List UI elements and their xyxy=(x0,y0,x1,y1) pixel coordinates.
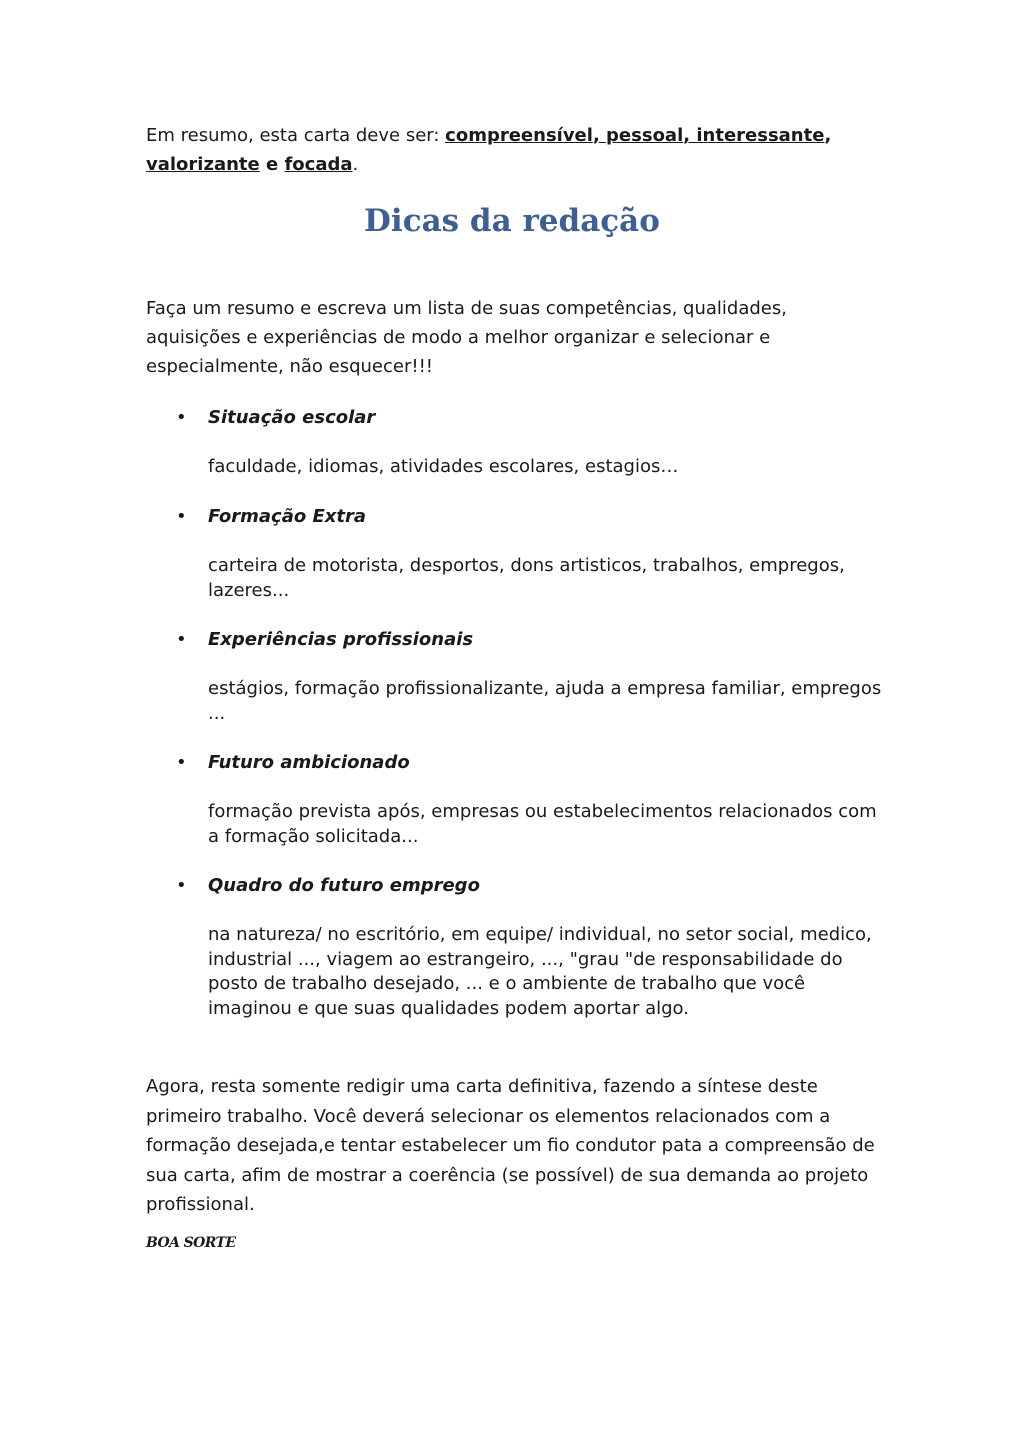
item-desc-quadro-futuro-emprego: na natureza/ no escritório, em equipe/ individual, no setor social, medico, industrial ..., viagem ao estrangeiro, ..., "grau "de responsabilidade do posto de trabalho desejado, ... e o ambiente de trabalho que você imaginou e que suas qualidades podem aportar algo. xyxy=(208,924,872,1019)
intro-conjunction: e xyxy=(259,154,285,175)
item-desc-experiencias-profissionais: estágios, formação profissionalizante, ajuda a empresa familiar, empregos ... xyxy=(208,678,882,724)
paragraph-conclusion: Agora, resta somente redigir uma carta definitiva, fazendo a síntese deste primeiro trabalho. Você deverá selecionar os elementos relacionados com a formação desejada,e tentar estabelecer um fio condutor pata a compreensão de sua carta, afim de mostrar a coerência (se possível) de sua demanda ao projeto profissional. xyxy=(146,1076,875,1215)
bullet-4: • xyxy=(176,752,187,773)
closing-signoff: BOA SORTE xyxy=(146,1235,236,1251)
item-desc-futuro-ambicionado: formação prevista após, empresas ou estabelecimentos relacionados com a formação solicitada... xyxy=(208,801,877,847)
item-desc-situacao-escolar: faculdade, idiomas, atividades escolares, estagios… xyxy=(208,456,679,477)
bullet-2: • xyxy=(176,506,187,527)
intro-period: . xyxy=(352,154,359,175)
item-title-situacao-escolar: Situação escolar xyxy=(208,407,376,428)
intro-word-pessoal: , pessoal xyxy=(592,125,684,146)
intro-prefix: Em resumo, esta carta deve ser: xyxy=(146,125,446,146)
intro-comma: , xyxy=(824,125,832,146)
page-title: Dicas da redação xyxy=(364,203,660,239)
item-title-formacao-extra: Formação Extra xyxy=(208,506,367,527)
bullet-1: • xyxy=(176,407,187,428)
item-title-futuro-ambicionado: Futuro ambicionado xyxy=(208,752,410,773)
paragraph-intro-list: Faça um resumo e escreva um lista de suas competências, qualidades, aquisições e experiências de modo a melhor organizar e selecionar e especialmente, não esquecer!!! xyxy=(146,298,787,377)
intro-word-focada: focada xyxy=(284,154,353,175)
bullet-5: • xyxy=(176,875,187,896)
bullet-3: • xyxy=(176,629,187,650)
item-title-experiencias-profissionais: Experiências profissionais xyxy=(208,629,474,650)
item-desc-formacao-extra: carteira de motorista, desportos, dons artisticos, trabalhos, empregos, lazeres... xyxy=(208,555,845,601)
intro-word-valorizante: valorizante xyxy=(146,154,260,175)
intro-summary xyxy=(146,121,886,179)
item-title-quadro-futuro-emprego: Quadro do futuro emprego xyxy=(208,875,480,896)
intro-word-interessante: , interessante xyxy=(683,125,825,146)
intro-word-compreensivel: compreensível xyxy=(445,125,593,146)
